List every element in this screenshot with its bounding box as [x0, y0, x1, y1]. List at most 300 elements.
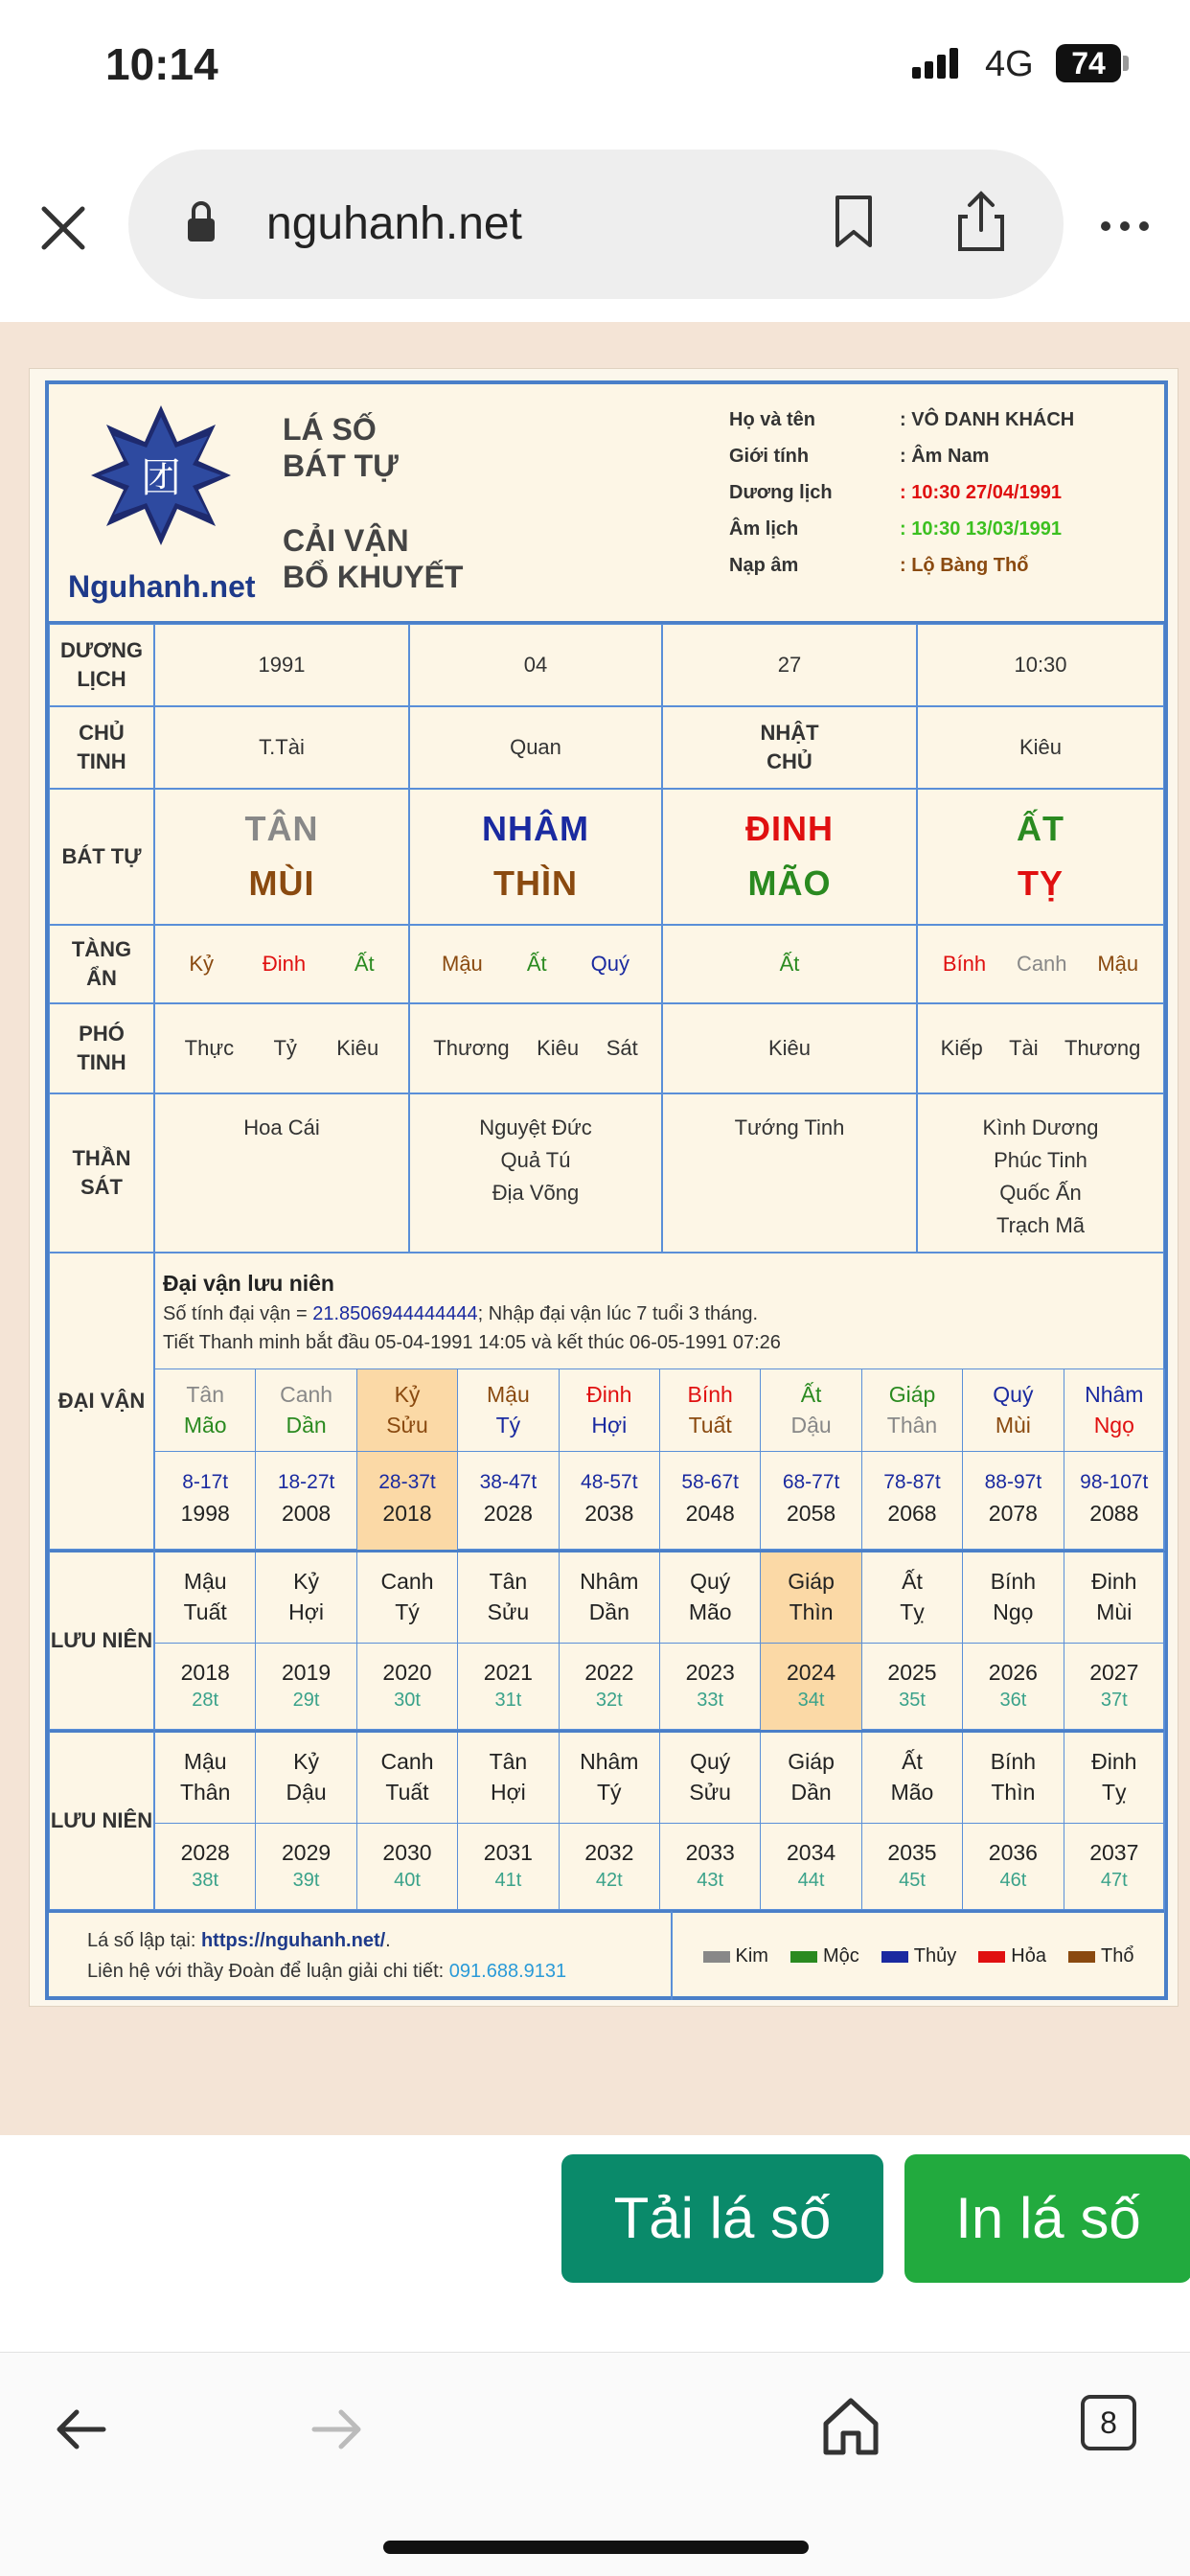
luu-nien-pillar	[862, 1733, 963, 1823]
row-label-luu-nien: LƯU NIÊN	[49, 1550, 154, 1730]
battery-cap	[1123, 56, 1129, 71]
legend-item	[978, 1944, 1046, 1969]
more-icon[interactable]	[1098, 218, 1152, 234]
luu-nien-year: 2025	[887, 1660, 937, 1685]
logo-glyph: 团	[140, 455, 181, 500]
tang-an-item: Canh	[1016, 952, 1067, 977]
luu-nien-year: 2023	[685, 1660, 735, 1685]
luu-nien-pillar	[357, 1552, 458, 1643]
luu-nien-age: 35t	[899, 1690, 926, 1711]
luu-nien-year-age	[458, 1643, 559, 1733]
earthly-branch: MÃO	[747, 863, 832, 903]
luu-nien-chi: Dần	[588, 1599, 629, 1624]
luu-nien-panel	[154, 1550, 1164, 1730]
dai-van-age: 78-87t	[883, 1471, 941, 1493]
earthly-branch: THÌN	[493, 863, 578, 903]
luu-nien-can: Quý	[690, 1569, 731, 1594]
home-indicator	[383, 2541, 809, 2554]
tang-an-item: Kỷ	[189, 952, 215, 977]
dai-van-year: 2088	[1089, 1501, 1139, 1526]
luu-nien-age: 31t	[494, 1690, 522, 1711]
luu-nien-age: 39t	[292, 1870, 320, 1891]
luu-nien-age: 41t	[494, 1870, 522, 1891]
legend-label: Thủy	[913, 1945, 957, 1966]
luu-nien-age: 28t	[192, 1690, 219, 1711]
luu-nien-can: Giáp	[788, 1569, 835, 1594]
dai-van-age: 68-77t	[782, 1471, 840, 1493]
dai-van-year: 2038	[584, 1501, 634, 1526]
dai-van-line1-a: Số tính đại vận =	[163, 1303, 313, 1324]
network-type: 4G	[985, 44, 1034, 84]
luu-nien-age: 42t	[595, 1870, 623, 1891]
legend-swatch	[881, 1951, 908, 1963]
dai-van-chi: Dần	[286, 1413, 327, 1438]
luu-nien-age: 44t	[797, 1870, 825, 1891]
chart-card	[29, 368, 1179, 2007]
info-label: Dương lịch	[729, 482, 833, 503]
luu-nien-chi: Mão	[688, 1599, 732, 1624]
title-bat-tu: BÁT TỰ	[283, 448, 399, 483]
luu-nien-year-age	[256, 1643, 356, 1733]
luu-nien-chi: Tuất	[385, 1780, 429, 1805]
luu-nien-year-age	[761, 1823, 861, 1913]
dai-van-age-year	[256, 1451, 356, 1551]
title-la-so: LÁ SỐ	[283, 412, 377, 447]
than-sat-item: Hoa Cái	[243, 1116, 320, 1139]
luu-nien-pillar	[155, 1552, 256, 1643]
luu-nien-year-age	[862, 1823, 963, 1913]
luu-nien-pillar	[155, 1733, 256, 1823]
dai-van-title: Đại vận lưu niên	[163, 1271, 334, 1296]
pho-tinh-item: Thực	[184, 1036, 235, 1061]
dai-van-can: Bính	[687, 1382, 733, 1407]
chart-footer	[49, 1910, 672, 2000]
url-text: nguhanh.net	[266, 198, 522, 249]
luu-nien-chi: Ngọ	[993, 1599, 1034, 1624]
luu-nien-year: 2018	[180, 1660, 230, 1685]
luu-nien-can: Đinh	[1091, 1569, 1137, 1594]
pillar-cell	[662, 789, 917, 925]
luu-nien-age: 34t	[797, 1690, 825, 1711]
row-label-pho_tinh: PHÓ TINH	[49, 1003, 154, 1093]
dai-van-number: 21.8506944444444	[312, 1303, 478, 1324]
row-label-dai-van: ĐẠI VẬN	[49, 1253, 154, 1550]
chu-tinh-value: NHẬT CHỦ	[662, 706, 917, 789]
dai-van-can: Kỷ	[394, 1382, 421, 1407]
footer-line1	[87, 1928, 391, 1954]
luu-nien-pillar	[458, 1552, 559, 1643]
tang-an-item: Bính	[942, 952, 987, 977]
heavenly-stem: NHÂM	[482, 809, 589, 849]
luu-nien-pillar	[660, 1552, 761, 1643]
pillar-cell	[409, 1093, 662, 1253]
info-label: Nạp âm	[729, 555, 799, 576]
row-label-tang_an: TÀNG ẨN	[49, 925, 154, 1003]
info-label: Giới tính	[729, 446, 810, 467]
pillar-cell	[917, 925, 1164, 1003]
luu-nien-year-age	[761, 1643, 861, 1733]
pho-tinh-item: Kiếp	[940, 1036, 983, 1061]
dai-van-chi: Mùi	[995, 1413, 1031, 1438]
dai-van-age-year	[862, 1451, 963, 1551]
browser-toolbar	[0, 134, 1190, 322]
lock-icon	[184, 199, 218, 245]
home-icon[interactable]	[820, 2395, 881, 2456]
dai-van-line2: Tiết Thanh minh bắt đầu 05-04-1991 14:05 và kết thúc 06-05-1991 07:26	[163, 1332, 781, 1353]
phone-link[interactable]: 091.688.9131	[448, 1961, 567, 1982]
luu-nien-year-age	[963, 1823, 1064, 1913]
luu-nien-year: 2022	[584, 1660, 634, 1685]
luu-nien-can: Nhâm	[580, 1749, 639, 1774]
than-sat-item: Trạch Mã	[995, 1213, 1086, 1237]
print-button[interactable]: In lá số	[904, 2154, 1190, 2283]
luu-nien-chi: Mão	[890, 1780, 934, 1805]
luu-nien-pillar	[963, 1552, 1064, 1643]
dai-van-pillar	[1064, 1368, 1165, 1451]
info-value: : Lộ Bàng Thổ	[900, 555, 1029, 576]
pillar-cell	[662, 1003, 917, 1093]
bookmark-icon[interactable]	[832, 194, 876, 251]
luu-nien-age: 30t	[394, 1690, 421, 1711]
dai-van-chi: Ngọ	[1093, 1413, 1134, 1438]
dai-van-age: 28-37t	[378, 1471, 436, 1493]
dai-van-year: 2078	[988, 1501, 1038, 1526]
luu-nien-pillar	[963, 1733, 1064, 1823]
dai-van-age-year	[560, 1451, 660, 1551]
luu-nien-year-age	[155, 1643, 256, 1733]
tabs-button[interactable]: 8	[1081, 2395, 1136, 2450]
legend-item	[703, 1944, 768, 1969]
legend-label: Thổ	[1100, 1945, 1134, 1966]
luu-nien-year: 2027	[1089, 1660, 1139, 1685]
dai-van-pillar	[560, 1368, 660, 1451]
dai-van-age: 48-57t	[581, 1471, 638, 1493]
luu-nien-age: 40t	[394, 1870, 421, 1891]
dai-van-line1	[163, 1301, 758, 1327]
share-icon[interactable]	[954, 188, 1008, 255]
row-label-bat_tu: BÁT TỰ	[49, 789, 154, 925]
info-value: : Âm Nam	[900, 446, 990, 467]
pho-tinh-item: Tài	[1009, 1036, 1039, 1061]
luu-nien-chi: Hợi	[288, 1599, 324, 1624]
pho-tinh-item: Kiêu	[537, 1036, 580, 1061]
pillar-cell	[409, 789, 662, 925]
luu-nien-year-age	[560, 1823, 660, 1913]
legend-item	[881, 1944, 956, 1969]
luu-nien-year-age	[963, 1643, 1064, 1733]
luu-nien-year-age	[357, 1823, 458, 1913]
legend	[672, 1910, 1164, 2000]
dai-van-line1-c: ; Nhập đại vận lúc 7 tuổi 3 tháng.	[477, 1303, 759, 1324]
chu-tinh-value: Quan	[409, 706, 662, 789]
dai-van-age: 58-67t	[681, 1471, 739, 1493]
pillar-cell	[917, 789, 1164, 925]
luu-nien-pillar	[256, 1552, 356, 1643]
luu-nien-pillar	[1064, 1552, 1165, 1643]
luu-nien-year-age	[660, 1643, 761, 1733]
tang-an-item: Ất	[779, 952, 800, 977]
than-sat-item: Địa Võng	[492, 1181, 580, 1205]
luu-nien-chi: Hợi	[490, 1780, 526, 1805]
pillar-cell	[662, 1093, 917, 1253]
site-link[interactable]: https://nguhanh.net/	[200, 1930, 386, 1951]
action-bar	[0, 2135, 1190, 2352]
luu-nien-chi: Thìn	[991, 1780, 1036, 1805]
than-sat-item: Tướng Tinh	[734, 1116, 845, 1139]
luu-nien-year: 2033	[685, 1840, 735, 1865]
pillar-cell	[409, 1003, 662, 1093]
dai-van-age: 88-97t	[984, 1471, 1042, 1493]
luu-nien-pillar	[761, 1733, 861, 1823]
back-icon[interactable]	[54, 2406, 107, 2452]
luu-nien-age: 33t	[697, 1690, 724, 1711]
dai-van-age-year	[458, 1451, 559, 1551]
dai-van-chi: Thân	[886, 1413, 938, 1438]
heavenly-stem: ẤT	[1017, 809, 1064, 849]
dai-van-year: 2048	[685, 1501, 735, 1526]
dai-van-age-year	[1064, 1451, 1165, 1551]
tang-an-item: Đinh	[262, 952, 307, 977]
info-label: Họ và tên	[729, 409, 816, 430]
luu-nien-can: Nhâm	[580, 1569, 639, 1594]
pillar-cell	[409, 925, 662, 1003]
dai-van-pillar	[155, 1368, 256, 1451]
pillar-cell	[154, 789, 409, 925]
luu-nien-year-age	[660, 1823, 761, 1913]
bat-tu-chart	[45, 380, 1168, 2000]
dai-van-chi: Tý	[495, 1413, 521, 1438]
luu-nien-year-age	[256, 1823, 356, 1913]
legend-swatch	[790, 1951, 817, 1963]
dai-van-year: 2068	[887, 1501, 937, 1526]
row-label-luu-nien: LƯU NIÊN	[49, 1730, 154, 1910]
info-value: : 10:30 13/03/1991	[900, 518, 1063, 540]
luu-nien-panel	[154, 1730, 1164, 1910]
than-sat-item: Kình Dương	[982, 1116, 1099, 1139]
status-bar	[0, 0, 1190, 134]
tang-an-item: Ất	[354, 952, 375, 977]
dai-van-age-year	[761, 1451, 861, 1551]
dai-van-age-year	[357, 1451, 458, 1551]
luu-nien-pillar	[862, 1552, 963, 1643]
pho-tinh-item: Thương	[1064, 1036, 1141, 1061]
legend-swatch	[978, 1951, 1005, 1963]
pho-tinh-item: Kiêu	[336, 1036, 379, 1061]
luu-nien-year: 2035	[887, 1840, 937, 1865]
luu-nien-chi: Dần	[790, 1780, 832, 1805]
luu-nien-can: Kỷ	[293, 1569, 319, 1594]
close-icon[interactable]	[38, 203, 88, 253]
browser-bottom-bar	[0, 2352, 1190, 2576]
luu-nien-can: Canh	[380, 1749, 434, 1774]
luu-nien-year: 2020	[382, 1660, 432, 1685]
luu-nien-age: 47t	[1100, 1870, 1128, 1891]
dai-van-age: 8-17t	[182, 1471, 229, 1493]
dai-van-chi: Mão	[183, 1413, 227, 1438]
legend-swatch	[1068, 1951, 1095, 1963]
dai-van-age: 98-107t	[1080, 1471, 1149, 1493]
luu-nien-year-age	[560, 1643, 660, 1733]
luu-nien-can: Canh	[380, 1569, 434, 1594]
luu-nien-can: Ất	[902, 1749, 923, 1774]
luu-nien-year-age	[458, 1823, 559, 1913]
dai-van-can: Canh	[280, 1382, 333, 1407]
download-button[interactable]: Tải lá số	[561, 2154, 883, 2283]
luu-nien-age: 37t	[1100, 1690, 1128, 1711]
web-content	[0, 322, 1190, 2135]
tang-an-item: Quý	[590, 952, 629, 977]
info-label: Âm lịch	[729, 518, 799, 540]
pho-tinh-item: Kiêu	[767, 1036, 812, 1061]
luu-nien-age: 46t	[999, 1870, 1027, 1891]
luu-nien-can: Tân	[489, 1749, 528, 1774]
tang-an-item: Mậu	[442, 952, 483, 977]
status-time: 10:14	[105, 39, 218, 89]
luu-nien-year: 2024	[787, 1660, 836, 1685]
luu-nien-year-age	[357, 1643, 458, 1733]
footer-l1c: .	[385, 1930, 391, 1951]
dai-van-year: 2018	[382, 1501, 432, 1526]
than-sat-item: Quả Tú	[500, 1148, 571, 1172]
luu-nien-pillar	[256, 1733, 356, 1823]
footer-l1a: Lá số lập tại:	[87, 1930, 201, 1951]
dai-van-age: 38-47t	[479, 1471, 538, 1493]
forward-icon[interactable]	[310, 2406, 364, 2452]
brand-name: Nguhanh.net	[68, 569, 256, 604]
luu-nien-chi: Tý	[597, 1780, 622, 1805]
luu-nien-pillar	[357, 1733, 458, 1823]
pillar-cell	[662, 925, 917, 1003]
dai-van-can: Ất	[800, 1382, 822, 1407]
dai-van-chi: Hợi	[591, 1413, 628, 1438]
tang-an-item: Mậu	[1097, 952, 1139, 977]
dai-van-age-year	[660, 1451, 761, 1551]
luu-nien-chi: Sửu	[487, 1599, 530, 1624]
chu-tinh-value: T.Tài	[154, 706, 409, 789]
luu-nien-can: Đinh	[1091, 1749, 1137, 1774]
luu-nien-year: 2029	[282, 1840, 332, 1865]
tang-an-item: Ất	[526, 952, 547, 977]
dai-van-pillar	[761, 1368, 861, 1451]
luu-nien-year: 2032	[584, 1840, 634, 1865]
duong-lich-value: 27	[662, 624, 917, 706]
luu-nien-year: 2021	[483, 1660, 533, 1685]
luu-nien-pillar	[458, 1733, 559, 1823]
dai-van-age-year	[963, 1451, 1064, 1551]
address-bar[interactable]	[128, 150, 1064, 299]
duong-lich-value: 1991	[154, 624, 409, 706]
earthly-branch: MÙI	[248, 863, 315, 903]
legend-label: Hỏa	[1011, 1945, 1046, 1966]
dai-van-chi: Dậu	[790, 1413, 832, 1438]
pho-tinh-item: Tỷ	[273, 1036, 297, 1061]
dai-van-can: Tân	[186, 1382, 225, 1407]
row-label-duong_lich: DƯƠNG LỊCH	[49, 624, 154, 706]
luu-nien-year: 2036	[988, 1840, 1038, 1865]
pillar-cell	[154, 1003, 409, 1093]
luu-nien-chi: Sửu	[689, 1780, 731, 1805]
luu-nien-age: 36t	[999, 1690, 1027, 1711]
row-label-than_sat: THẦN SÁT	[49, 1093, 154, 1253]
dai-van-can: Giáp	[888, 1382, 936, 1407]
luu-nien-year-age	[862, 1643, 963, 1733]
luu-nien-can: Tân	[489, 1569, 528, 1594]
dai-van-pillar	[963, 1368, 1064, 1451]
luu-nien-can: Mậu	[183, 1569, 227, 1594]
legend-item	[790, 1944, 859, 1969]
heavenly-stem: ĐINH	[745, 809, 834, 849]
pillar-cell	[917, 1093, 1164, 1253]
legend-swatch	[703, 1951, 730, 1963]
luu-nien-year: 2019	[282, 1660, 332, 1685]
luu-nien-chi: Thân	[179, 1780, 231, 1805]
luu-nien-year: 2030	[382, 1840, 432, 1865]
footer-line2	[87, 1959, 566, 1985]
title-cai-van: CẢI VẬN	[283, 523, 409, 558]
dai-van-pillar	[458, 1368, 559, 1451]
dai-van-can: Nhâm	[1085, 1382, 1144, 1407]
legend-item	[1068, 1944, 1133, 1969]
than-sat-item: Quốc Ấn	[999, 1181, 1082, 1205]
luu-nien-age: 43t	[697, 1870, 724, 1891]
luu-nien-can: Giáp	[788, 1749, 835, 1774]
duong-lich-value: 10:30	[917, 624, 1164, 706]
duong-lich-value: 04	[409, 624, 662, 706]
pillar-cell	[154, 925, 409, 1003]
luu-nien-age: 29t	[292, 1690, 320, 1711]
luu-nien-can: Quý	[690, 1749, 731, 1774]
pho-tinh-item: Sát	[606, 1036, 638, 1061]
dai-van-pillar	[660, 1368, 761, 1451]
luu-nien-pillar	[761, 1552, 861, 1643]
heavenly-stem: TÂN	[244, 809, 319, 849]
dai-van-year: 1998	[180, 1501, 230, 1526]
chu-tinh-value: Kiêu	[917, 706, 1164, 789]
luu-nien-chi: Thìn	[789, 1599, 834, 1624]
pho-tinh-item: Thương	[433, 1036, 510, 1061]
luu-nien-can: Bính	[990, 1569, 1037, 1594]
info-value: : VÔ DANH KHÁCH	[900, 409, 1075, 430]
luu-nien-pillar	[560, 1733, 660, 1823]
dai-van-can: Đinh	[586, 1382, 632, 1407]
legend-label: Mộc	[822, 1945, 859, 1966]
dai-van-can: Quý	[993, 1382, 1034, 1407]
battery-icon: 74	[1056, 44, 1121, 82]
pillar-cell	[917, 1003, 1164, 1093]
luu-nien-pillar	[560, 1552, 660, 1643]
row-label-chu_tinh: CHỦ TINH	[49, 706, 154, 789]
luu-nien-year: 2026	[988, 1660, 1038, 1685]
chart-header	[49, 384, 1164, 624]
luu-nien-pillar	[660, 1733, 761, 1823]
dai-van-chi: Tuất	[688, 1413, 732, 1438]
earthly-branch: TỴ	[1017, 863, 1064, 903]
luu-nien-pillar	[1064, 1733, 1165, 1823]
dai-van-pillar	[256, 1368, 356, 1451]
luu-nien-chi: Tỵ	[900, 1599, 925, 1624]
luu-nien-chi: Tý	[395, 1599, 420, 1624]
legend-label: Kim	[735, 1945, 768, 1966]
dai-van-pillar	[862, 1368, 963, 1451]
dai-van-year: 2008	[282, 1501, 332, 1526]
info-value: : 10:30 27/04/1991	[900, 482, 1063, 503]
luu-nien-can: Kỷ	[293, 1749, 319, 1774]
luu-nien-year: 2034	[787, 1840, 836, 1865]
luu-nien-chi: Mùi	[1096, 1599, 1133, 1624]
dai-van-can: Mậu	[487, 1382, 530, 1407]
dai-van-pillar	[357, 1368, 458, 1451]
than-sat-item: Nguyệt Đức	[479, 1116, 592, 1139]
